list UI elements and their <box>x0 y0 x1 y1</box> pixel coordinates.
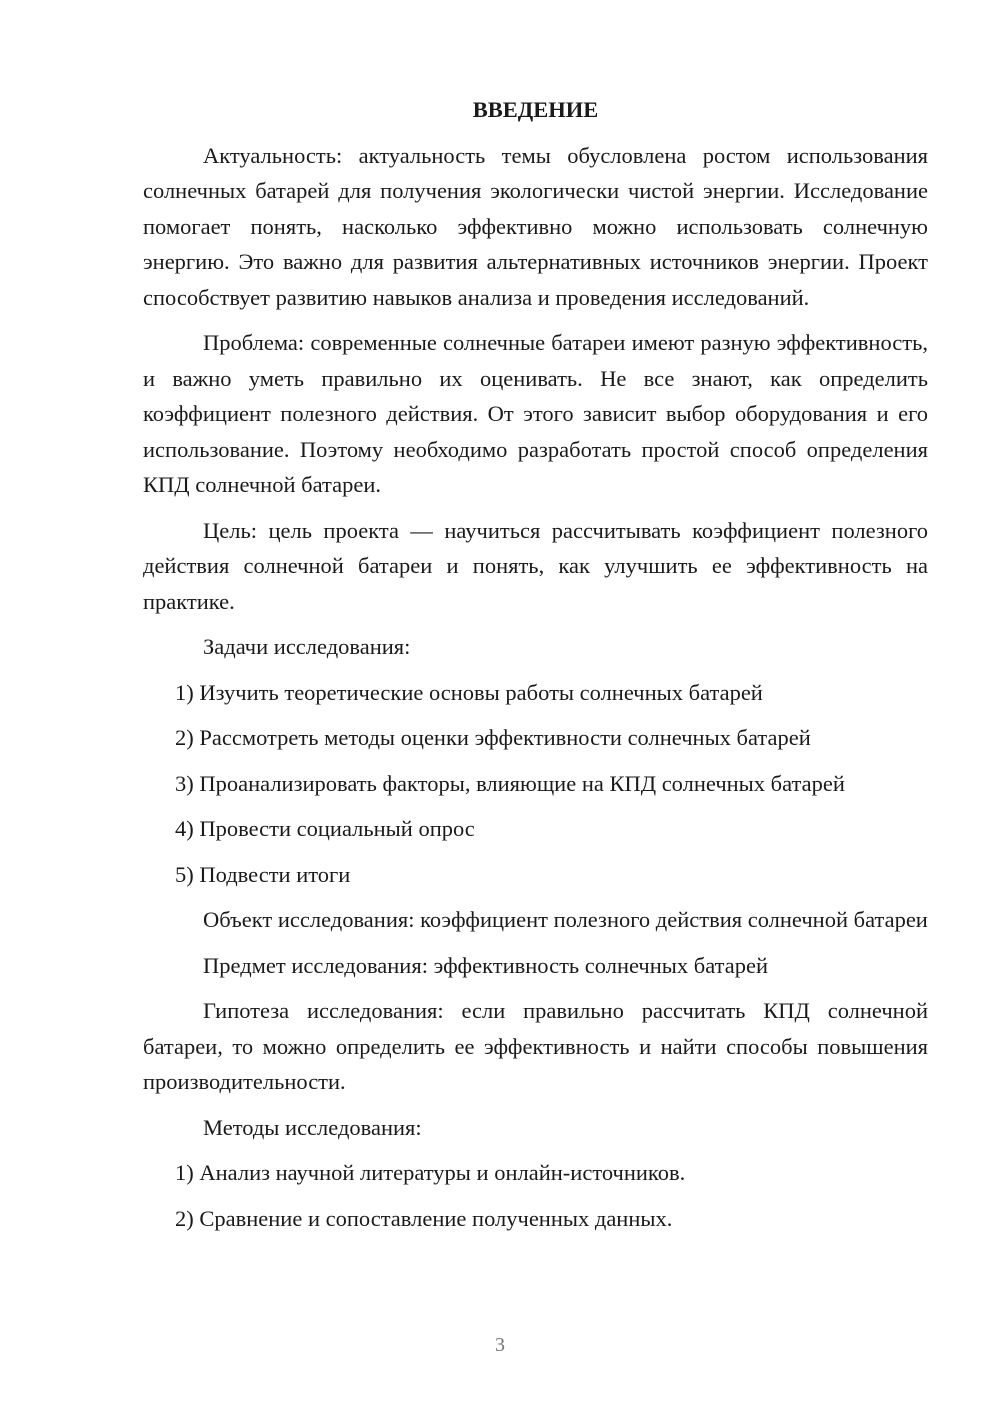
task-item-3: 3) Проанализировать факторы, влияющие на КПД солнечных батарей <box>175 770 845 796</box>
goal-paragraph: Цель: цель проекта — научиться рассчитывать коэффициент полезного действия солнечной батареи и понять, как улучшить ее эффективность на практике. <box>143 517 928 614</box>
relevance-paragraph: Актуальность: актуальность темы обусловлена ростом использования солнечных батарей для получения экологически чистой энергии. Исследование помогает понять, насколько эффективно можно использовать солнечную энергию. Это важно для развития альтернативных источников энергии. Проект способствует развитию навыков анализа и проведения исследований. <box>143 142 928 310</box>
subject-paragraph: Предмет исследования: эффективность солнечных батарей <box>203 952 769 978</box>
problem-paragraph: Проблема: современные солнечные батареи имеют разную эффективность, и важно уметь правильно их оценивать. Не все знают, как определить коэффициент полезного действия. От этого зависит выбор оборудования и его использование. Поэтому необходимо разработать простой способ определения КПД солнечной батареи. <box>143 330 928 497</box>
task-item-5: 5) Подвести итоги <box>175 861 351 887</box>
task-item-2: 2) Рассмотреть методы оценки эффективности солнечных батарей <box>175 725 811 750</box>
page-number: 3 <box>495 1334 505 1356</box>
method-item-2: 2) Сравнение и сопоставление полученных данных. <box>175 1205 673 1231</box>
object-paragraph: Объект исследования: коэффициент полезного действия солнечной батареи <box>203 907 928 932</box>
methods-heading: Методы исследования: <box>203 1114 422 1140</box>
section-title: ВВЕДЕНИЕ <box>472 97 599 122</box>
document-page <box>143 92 928 1246</box>
task-item-1: 1) Изучить теоретические основы работы солнечных батарей <box>175 679 763 705</box>
method-item-1: 1) Анализ научной литературы и онлайн-источников. <box>175 1160 686 1185</box>
task-item-4: 4) Провести социальный опрос <box>175 816 475 841</box>
tasks-heading: Задачи исследования: <box>203 634 411 659</box>
hypothesis-paragraph: Гипотеза исследования: если правильно рассчитать КПД солнечной батареи, то можно определить ее эффективность и найти способы повышения производительности. <box>143 998 928 1094</box>
